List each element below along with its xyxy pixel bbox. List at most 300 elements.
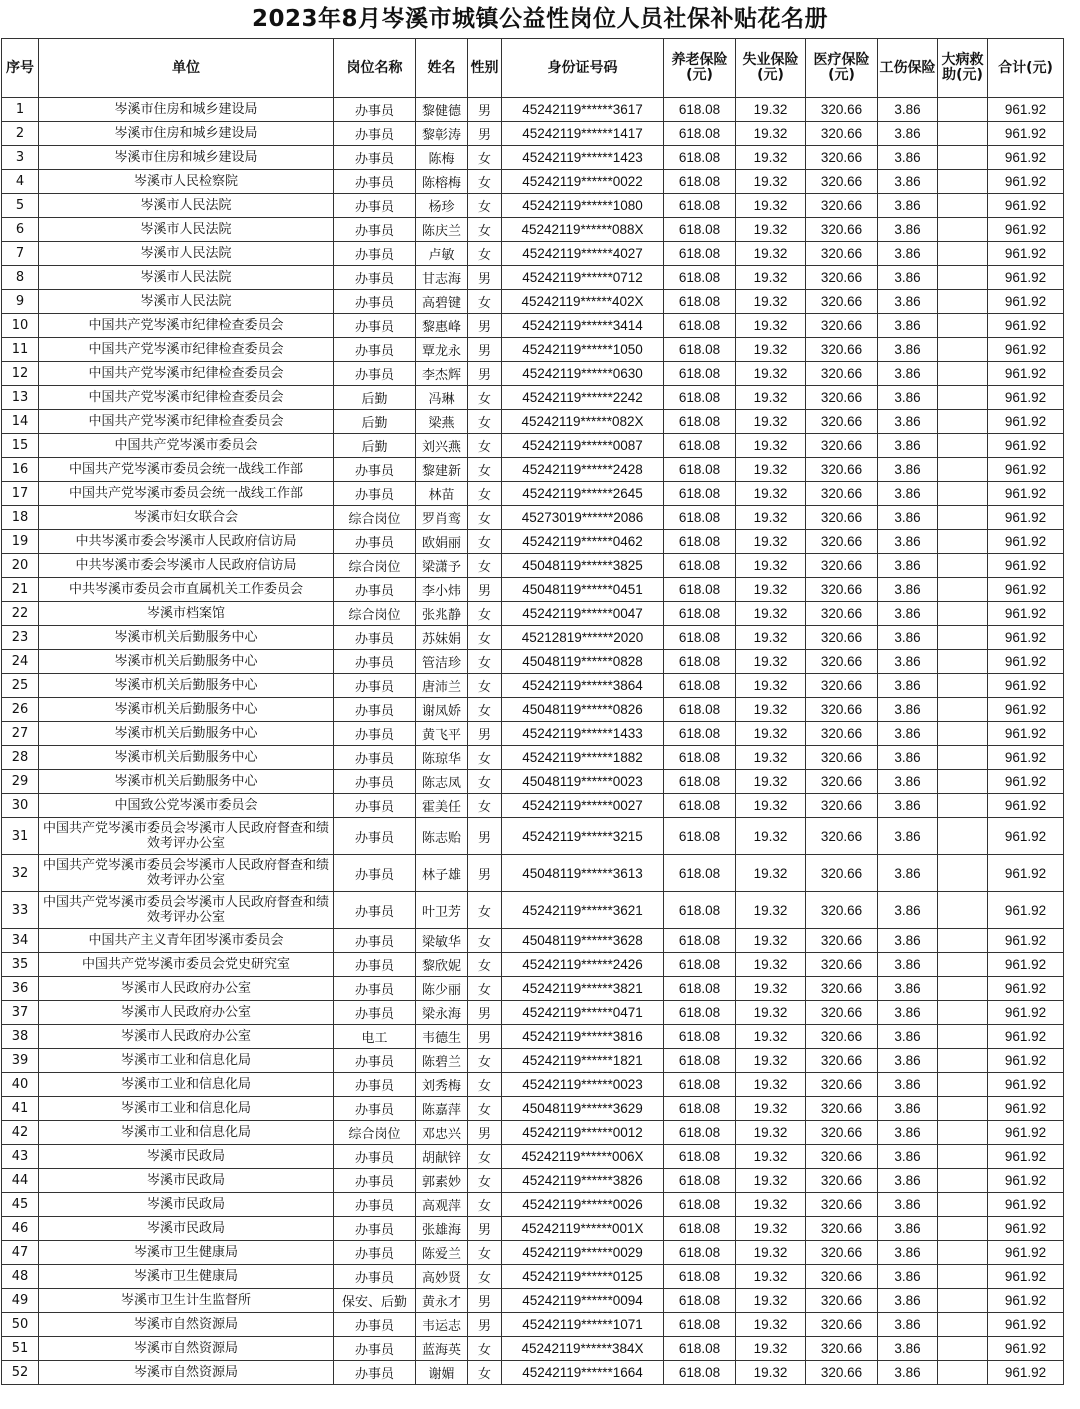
cell-unit: 岑溪市自然资源局 bbox=[39, 1337, 334, 1361]
cell-medical: 320.66 bbox=[806, 929, 878, 953]
cell-gender: 男 bbox=[468, 362, 502, 386]
cell-seq: 45 bbox=[2, 1193, 39, 1217]
table-row bbox=[2, 698, 1064, 722]
cell-unemployment: 19.32 bbox=[736, 698, 806, 722]
table-row bbox=[2, 554, 1064, 578]
cell-unit: 岑溪市自然资源局 bbox=[39, 1313, 334, 1337]
cell-position: 保安、后勤 bbox=[334, 1289, 416, 1313]
cell-position: 办事员 bbox=[334, 1169, 416, 1193]
cell-medical: 320.66 bbox=[806, 1121, 878, 1145]
cell-name: 陈庆兰 bbox=[416, 218, 468, 242]
cell-total: 961.92 bbox=[988, 1313, 1064, 1337]
cell-name: 唐沛兰 bbox=[416, 674, 468, 698]
cell-serious-illness bbox=[938, 98, 988, 122]
table-row bbox=[2, 794, 1064, 818]
cell-injury: 3.86 bbox=[878, 818, 938, 855]
cell-serious-illness bbox=[938, 266, 988, 290]
cell-unit: 岑溪市工业和信息化局 bbox=[39, 1097, 334, 1121]
cell-serious-illness bbox=[938, 1289, 988, 1313]
cell-position: 办事员 bbox=[334, 1217, 416, 1241]
cell-medical: 320.66 bbox=[806, 1265, 878, 1289]
cell-total: 961.92 bbox=[988, 386, 1064, 410]
cell-pension: 618.08 bbox=[664, 290, 736, 314]
cell-name: 梁潇予 bbox=[416, 554, 468, 578]
cell-unemployment: 19.32 bbox=[736, 338, 806, 362]
cell-unit: 岑溪市机关后勤服务中心 bbox=[39, 770, 334, 794]
cell-medical: 320.66 bbox=[806, 626, 878, 650]
cell-gender: 女 bbox=[468, 458, 502, 482]
cell-pension: 618.08 bbox=[664, 458, 736, 482]
cell-gender: 男 bbox=[468, 1289, 502, 1313]
cell-total: 961.92 bbox=[988, 855, 1064, 892]
cell-id-number: 45242119******0047 bbox=[502, 602, 664, 626]
cell-seq: 50 bbox=[2, 1313, 39, 1337]
cell-medical: 320.66 bbox=[806, 722, 878, 746]
cell-id-number: 45273019******2086 bbox=[502, 506, 664, 530]
cell-position: 办事员 bbox=[334, 892, 416, 929]
cell-name: 欧娟丽 bbox=[416, 530, 468, 554]
cell-seq: 38 bbox=[2, 1025, 39, 1049]
table-row bbox=[2, 1217, 1064, 1241]
cell-pension: 618.08 bbox=[664, 482, 736, 506]
cell-name: 陈梅 bbox=[416, 146, 468, 170]
cell-total: 961.92 bbox=[988, 1337, 1064, 1361]
cell-total: 961.92 bbox=[988, 98, 1064, 122]
table-row bbox=[2, 1025, 1064, 1049]
cell-pension: 618.08 bbox=[664, 1073, 736, 1097]
cell-total: 961.92 bbox=[988, 434, 1064, 458]
cell-name: 卢敏 bbox=[416, 242, 468, 266]
table-row bbox=[2, 290, 1064, 314]
cell-unemployment: 19.32 bbox=[736, 602, 806, 626]
cell-pension: 618.08 bbox=[664, 1241, 736, 1265]
cell-gender: 男 bbox=[468, 98, 502, 122]
cell-gender: 女 bbox=[468, 1169, 502, 1193]
cell-medical: 320.66 bbox=[806, 1169, 878, 1193]
cell-seq: 34 bbox=[2, 929, 39, 953]
table-row bbox=[2, 1169, 1064, 1193]
cell-pension: 618.08 bbox=[664, 818, 736, 855]
cell-seq: 16 bbox=[2, 458, 39, 482]
cell-medical: 320.66 bbox=[806, 338, 878, 362]
cell-seq: 32 bbox=[2, 855, 39, 892]
cell-name: 张兆静 bbox=[416, 602, 468, 626]
cell-pension: 618.08 bbox=[664, 386, 736, 410]
col-header-id-number: 身份证号码 bbox=[502, 39, 664, 98]
cell-id-number: 45242119******0023 bbox=[502, 1073, 664, 1097]
cell-gender: 女 bbox=[468, 146, 502, 170]
table-row bbox=[2, 194, 1064, 218]
cell-injury: 3.86 bbox=[878, 482, 938, 506]
cell-serious-illness bbox=[938, 674, 988, 698]
cell-seq: 43 bbox=[2, 1145, 39, 1169]
cell-serious-illness bbox=[938, 218, 988, 242]
cell-name: 刘兴燕 bbox=[416, 434, 468, 458]
cell-name: 黎欣妮 bbox=[416, 953, 468, 977]
cell-gender: 男 bbox=[468, 338, 502, 362]
cell-medical: 320.66 bbox=[806, 746, 878, 770]
cell-injury: 3.86 bbox=[878, 122, 938, 146]
cell-medical: 320.66 bbox=[806, 434, 878, 458]
cell-position: 综合岗位 bbox=[334, 506, 416, 530]
cell-injury: 3.86 bbox=[878, 1313, 938, 1337]
cell-name: 黄永才 bbox=[416, 1289, 468, 1313]
cell-unemployment: 19.32 bbox=[736, 218, 806, 242]
table-row bbox=[2, 1265, 1064, 1289]
cell-seq: 25 bbox=[2, 674, 39, 698]
cell-seq: 40 bbox=[2, 1073, 39, 1097]
cell-name: 管洁珍 bbox=[416, 650, 468, 674]
cell-serious-illness bbox=[938, 1217, 988, 1241]
cell-gender: 男 bbox=[468, 1217, 502, 1241]
table-row bbox=[2, 98, 1064, 122]
cell-unit: 中国共产党岑溪市委员会岑溪市人民政府督查和绩效考评办公室 bbox=[39, 855, 334, 892]
table-row bbox=[2, 1241, 1064, 1265]
cell-medical: 320.66 bbox=[806, 1241, 878, 1265]
cell-id-number: 45242119******2428 bbox=[502, 458, 664, 482]
cell-seq: 31 bbox=[2, 818, 39, 855]
cell-position: 办事员 bbox=[334, 1337, 416, 1361]
cell-seq: 33 bbox=[2, 892, 39, 929]
cell-unit: 岑溪市卫生健康局 bbox=[39, 1241, 334, 1265]
table-row bbox=[2, 1193, 1064, 1217]
table-row bbox=[2, 1001, 1064, 1025]
cell-position: 后勤 bbox=[334, 386, 416, 410]
cell-name: 梁敏华 bbox=[416, 929, 468, 953]
table-row bbox=[2, 818, 1064, 855]
cell-unemployment: 19.32 bbox=[736, 386, 806, 410]
cell-unit: 岑溪市民政局 bbox=[39, 1193, 334, 1217]
cell-seq: 5 bbox=[2, 194, 39, 218]
cell-injury: 3.86 bbox=[878, 458, 938, 482]
cell-id-number: 45242119******0471 bbox=[502, 1001, 664, 1025]
cell-id-number: 45242119******2645 bbox=[502, 482, 664, 506]
cell-id-number: 45242119******1433 bbox=[502, 722, 664, 746]
cell-injury: 3.86 bbox=[878, 746, 938, 770]
cell-name: 谢凤娇 bbox=[416, 698, 468, 722]
cell-seq: 22 bbox=[2, 602, 39, 626]
cell-position: 办事员 bbox=[334, 977, 416, 1001]
col-header-injury: 工伤保险 bbox=[878, 39, 938, 98]
cell-medical: 320.66 bbox=[806, 410, 878, 434]
cell-unemployment: 19.32 bbox=[736, 458, 806, 482]
cell-pension: 618.08 bbox=[664, 1361, 736, 1385]
cell-unit: 岑溪市机关后勤服务中心 bbox=[39, 626, 334, 650]
table-row bbox=[2, 1097, 1064, 1121]
cell-seq: 47 bbox=[2, 1241, 39, 1265]
cell-unit: 岑溪市人民政府办公室 bbox=[39, 1025, 334, 1049]
cell-name: 黎建新 bbox=[416, 458, 468, 482]
cell-medical: 320.66 bbox=[806, 794, 878, 818]
col-header-seq: 序号 bbox=[2, 39, 39, 98]
cell-serious-illness bbox=[938, 1337, 988, 1361]
cell-serious-illness bbox=[938, 1001, 988, 1025]
cell-name: 陈琼华 bbox=[416, 746, 468, 770]
cell-position: 后勤 bbox=[334, 410, 416, 434]
cell-unemployment: 19.32 bbox=[736, 314, 806, 338]
cell-total: 961.92 bbox=[988, 977, 1064, 1001]
cell-gender: 女 bbox=[468, 1097, 502, 1121]
cell-gender: 女 bbox=[468, 1193, 502, 1217]
cell-unemployment: 19.32 bbox=[736, 1193, 806, 1217]
cell-name: 梁燕 bbox=[416, 410, 468, 434]
cell-injury: 3.86 bbox=[878, 977, 938, 1001]
cell-id-number: 45242119******0125 bbox=[502, 1265, 664, 1289]
cell-gender: 男 bbox=[468, 266, 502, 290]
cell-gender: 女 bbox=[468, 602, 502, 626]
cell-position: 办事员 bbox=[334, 194, 416, 218]
cell-seq: 52 bbox=[2, 1361, 39, 1385]
cell-gender: 女 bbox=[468, 482, 502, 506]
cell-pension: 618.08 bbox=[664, 1145, 736, 1169]
table-row bbox=[2, 1289, 1064, 1313]
cell-pension: 618.08 bbox=[664, 98, 736, 122]
cell-gender: 女 bbox=[468, 194, 502, 218]
cell-gender: 女 bbox=[468, 434, 502, 458]
cell-seq: 9 bbox=[2, 290, 39, 314]
cell-total: 961.92 bbox=[988, 722, 1064, 746]
cell-id-number: 45242119******384X bbox=[502, 1337, 664, 1361]
cell-unemployment: 19.32 bbox=[736, 953, 806, 977]
cell-unit: 岑溪市自然资源局 bbox=[39, 1361, 334, 1385]
cell-injury: 3.86 bbox=[878, 1337, 938, 1361]
cell-name: 高观萍 bbox=[416, 1193, 468, 1217]
cell-unit: 中国致公党岑溪市委员会 bbox=[39, 794, 334, 818]
cell-total: 961.92 bbox=[988, 314, 1064, 338]
cell-unemployment: 19.32 bbox=[736, 146, 806, 170]
cell-serious-illness bbox=[938, 929, 988, 953]
table-row bbox=[2, 218, 1064, 242]
table-row bbox=[2, 314, 1064, 338]
cell-id-number: 45242119******082X bbox=[502, 410, 664, 434]
table-row bbox=[2, 434, 1064, 458]
cell-pension: 618.08 bbox=[664, 892, 736, 929]
cell-name: 蓝海英 bbox=[416, 1337, 468, 1361]
cell-serious-illness bbox=[938, 434, 988, 458]
cell-seq: 7 bbox=[2, 242, 39, 266]
cell-medical: 320.66 bbox=[806, 1193, 878, 1217]
cell-position: 办事员 bbox=[334, 266, 416, 290]
cell-name: 杨珍 bbox=[416, 194, 468, 218]
cell-name: 韦运志 bbox=[416, 1313, 468, 1337]
cell-pension: 618.08 bbox=[664, 794, 736, 818]
table-row bbox=[2, 1145, 1064, 1169]
cell-id-number: 45242119******3826 bbox=[502, 1169, 664, 1193]
cell-name: 陈碧兰 bbox=[416, 1049, 468, 1073]
cell-seq: 42 bbox=[2, 1121, 39, 1145]
cell-unit: 岑溪市民政局 bbox=[39, 1217, 334, 1241]
cell-gender: 女 bbox=[468, 1361, 502, 1385]
cell-pension: 618.08 bbox=[664, 218, 736, 242]
cell-id-number: 45242119******1417 bbox=[502, 122, 664, 146]
cell-id-number: 45048119******3825 bbox=[502, 554, 664, 578]
cell-name: 李杰辉 bbox=[416, 362, 468, 386]
cell-pension: 618.08 bbox=[664, 1025, 736, 1049]
cell-medical: 320.66 bbox=[806, 170, 878, 194]
cell-position: 办事员 bbox=[334, 290, 416, 314]
cell-medical: 320.66 bbox=[806, 602, 878, 626]
cell-seq: 14 bbox=[2, 410, 39, 434]
cell-medical: 320.66 bbox=[806, 818, 878, 855]
cell-position: 办事员 bbox=[334, 122, 416, 146]
cell-pension: 618.08 bbox=[664, 242, 736, 266]
cell-seq: 13 bbox=[2, 386, 39, 410]
cell-gender: 男 bbox=[468, 578, 502, 602]
cell-unemployment: 19.32 bbox=[736, 242, 806, 266]
cell-seq: 19 bbox=[2, 530, 39, 554]
cell-unit: 中国共产党岑溪市纪律检查委员会 bbox=[39, 410, 334, 434]
cell-unemployment: 19.32 bbox=[736, 1169, 806, 1193]
cell-gender: 女 bbox=[468, 218, 502, 242]
cell-unemployment: 19.32 bbox=[736, 746, 806, 770]
cell-injury: 3.86 bbox=[878, 722, 938, 746]
cell-injury: 3.86 bbox=[878, 1145, 938, 1169]
cell-position: 办事员 bbox=[334, 794, 416, 818]
cell-name: 林苗 bbox=[416, 482, 468, 506]
cell-injury: 3.86 bbox=[878, 362, 938, 386]
table-row bbox=[2, 1073, 1064, 1097]
cell-medical: 320.66 bbox=[806, 530, 878, 554]
col-header-unemployment: 失业保险(元) bbox=[736, 39, 806, 98]
cell-position: 后勤 bbox=[334, 434, 416, 458]
cell-id-number: 45242119******3816 bbox=[502, 1025, 664, 1049]
table-row bbox=[2, 122, 1064, 146]
cell-gender: 女 bbox=[468, 770, 502, 794]
cell-unemployment: 19.32 bbox=[736, 674, 806, 698]
col-header-pension: 养老保险(元) bbox=[664, 39, 736, 98]
table-row bbox=[2, 674, 1064, 698]
cell-medical: 320.66 bbox=[806, 1337, 878, 1361]
cell-position: 办事员 bbox=[334, 218, 416, 242]
cell-unemployment: 19.32 bbox=[736, 1337, 806, 1361]
cell-seq: 26 bbox=[2, 698, 39, 722]
table-row bbox=[2, 362, 1064, 386]
cell-unit: 中国共产党岑溪市委员会岑溪市人民政府督查和绩效考评办公室 bbox=[39, 892, 334, 929]
cell-pension: 618.08 bbox=[664, 1313, 736, 1337]
cell-unit: 岑溪市工业和信息化局 bbox=[39, 1073, 334, 1097]
cell-unemployment: 19.32 bbox=[736, 722, 806, 746]
cell-unemployment: 19.32 bbox=[736, 770, 806, 794]
cell-gender: 男 bbox=[468, 818, 502, 855]
cell-total: 961.92 bbox=[988, 122, 1064, 146]
cell-id-number: 45048119******0023 bbox=[502, 770, 664, 794]
cell-id-number: 45242119******0012 bbox=[502, 1121, 664, 1145]
cell-unit: 岑溪市人民检察院 bbox=[39, 170, 334, 194]
cell-name: 霍美任 bbox=[416, 794, 468, 818]
cell-unemployment: 19.32 bbox=[736, 362, 806, 386]
page-title: 2023年8月岑溪市城镇公益性岗位人员社保补贴花名册 bbox=[251, 6, 829, 32]
cell-unit: 岑溪市人民法院 bbox=[39, 218, 334, 242]
cell-gender: 女 bbox=[468, 530, 502, 554]
cell-injury: 3.86 bbox=[878, 146, 938, 170]
cell-unemployment: 19.32 bbox=[736, 1361, 806, 1385]
cell-id-number: 45242119******3414 bbox=[502, 314, 664, 338]
cell-position: 办事员 bbox=[334, 1193, 416, 1217]
cell-injury: 3.86 bbox=[878, 698, 938, 722]
cell-serious-illness bbox=[938, 698, 988, 722]
cell-pension: 618.08 bbox=[664, 266, 736, 290]
cell-unemployment: 19.32 bbox=[736, 1001, 806, 1025]
cell-total: 961.92 bbox=[988, 1025, 1064, 1049]
cell-total: 961.92 bbox=[988, 794, 1064, 818]
cell-total: 961.92 bbox=[988, 170, 1064, 194]
cell-medical: 320.66 bbox=[806, 386, 878, 410]
cell-gender: 男 bbox=[468, 314, 502, 338]
cell-unit: 中国共产党岑溪市委员会岑溪市人民政府督查和绩效考评办公室 bbox=[39, 818, 334, 855]
cell-position: 办事员 bbox=[334, 578, 416, 602]
cell-medical: 320.66 bbox=[806, 770, 878, 794]
cell-injury: 3.86 bbox=[878, 794, 938, 818]
cell-total: 961.92 bbox=[988, 1289, 1064, 1313]
cell-pension: 618.08 bbox=[664, 1097, 736, 1121]
cell-serious-illness bbox=[938, 386, 988, 410]
cell-unit: 岑溪市住房和城乡建设局 bbox=[39, 122, 334, 146]
cell-position: 办事员 bbox=[334, 626, 416, 650]
cell-injury: 3.86 bbox=[878, 434, 938, 458]
cell-unit: 岑溪市卫生健康局 bbox=[39, 1265, 334, 1289]
cell-name: 韦德生 bbox=[416, 1025, 468, 1049]
cell-id-number: 45242119******2426 bbox=[502, 953, 664, 977]
cell-pension: 618.08 bbox=[664, 122, 736, 146]
cell-seq: 23 bbox=[2, 626, 39, 650]
col-header-gender: 性别 bbox=[468, 39, 502, 98]
cell-total: 961.92 bbox=[988, 146, 1064, 170]
cell-medical: 320.66 bbox=[806, 1049, 878, 1073]
cell-seq: 3 bbox=[2, 146, 39, 170]
cell-unit: 岑溪市机关后勤服务中心 bbox=[39, 674, 334, 698]
cell-medical: 320.66 bbox=[806, 314, 878, 338]
cell-gender: 女 bbox=[468, 506, 502, 530]
col-header-medical: 医疗保险(元) bbox=[806, 39, 878, 98]
cell-position: 办事员 bbox=[334, 674, 416, 698]
cell-unemployment: 19.32 bbox=[736, 170, 806, 194]
cell-unemployment: 19.32 bbox=[736, 1265, 806, 1289]
cell-id-number: 45242119******0087 bbox=[502, 434, 664, 458]
cell-unit: 岑溪市工业和信息化局 bbox=[39, 1121, 334, 1145]
cell-seq: 51 bbox=[2, 1337, 39, 1361]
cell-position: 办事员 bbox=[334, 650, 416, 674]
cell-gender: 女 bbox=[468, 170, 502, 194]
cell-gender: 女 bbox=[468, 1145, 502, 1169]
cell-name: 覃龙永 bbox=[416, 338, 468, 362]
cell-id-number: 45048119******0826 bbox=[502, 698, 664, 722]
cell-injury: 3.86 bbox=[878, 1193, 938, 1217]
cell-injury: 3.86 bbox=[878, 1049, 938, 1073]
table-row bbox=[2, 266, 1064, 290]
cell-injury: 3.86 bbox=[878, 1217, 938, 1241]
cell-id-number: 45048119******3613 bbox=[502, 855, 664, 892]
cell-seq: 48 bbox=[2, 1265, 39, 1289]
cell-serious-illness bbox=[938, 602, 988, 626]
cell-serious-illness bbox=[938, 1265, 988, 1289]
cell-gender: 女 bbox=[468, 929, 502, 953]
cell-seq: 29 bbox=[2, 770, 39, 794]
cell-total: 961.92 bbox=[988, 650, 1064, 674]
cell-serious-illness bbox=[938, 194, 988, 218]
cell-injury: 3.86 bbox=[878, 1265, 938, 1289]
table-row bbox=[2, 1049, 1064, 1073]
cell-seq: 24 bbox=[2, 650, 39, 674]
cell-unit: 中国共产党岑溪市委员会党史研究室 bbox=[39, 953, 334, 977]
cell-position: 办事员 bbox=[334, 314, 416, 338]
cell-injury: 3.86 bbox=[878, 194, 938, 218]
cell-unemployment: 19.32 bbox=[736, 530, 806, 554]
cell-id-number: 45242119******0094 bbox=[502, 1289, 664, 1313]
cell-total: 961.92 bbox=[988, 362, 1064, 386]
table-row bbox=[2, 170, 1064, 194]
cell-seq: 28 bbox=[2, 746, 39, 770]
table-row bbox=[2, 530, 1064, 554]
